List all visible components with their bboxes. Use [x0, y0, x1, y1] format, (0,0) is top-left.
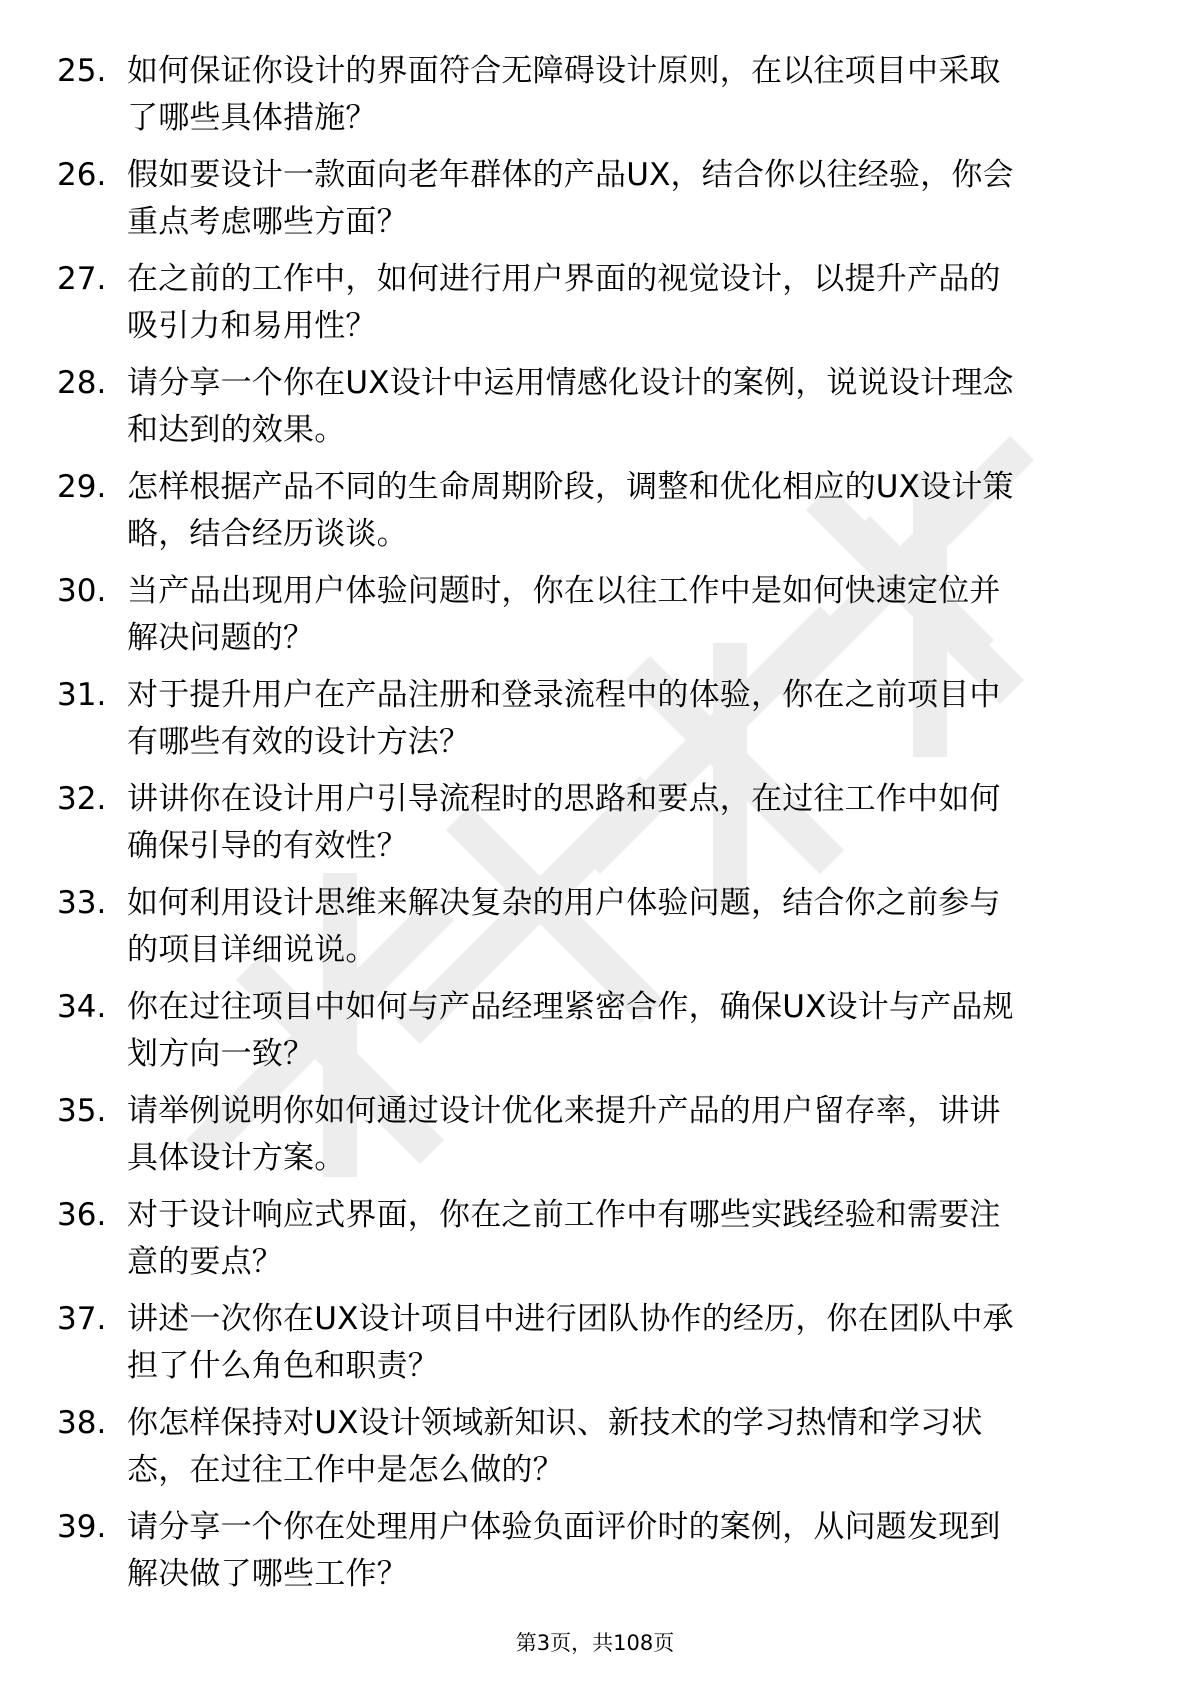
question-number: 27. — [57, 261, 107, 297]
question-number: 36. — [57, 1197, 107, 1233]
question-number: 38. — [57, 1405, 107, 1441]
question-number: 32. — [57, 781, 107, 817]
question-text: 请分享一个你在UX设计中运用情感化设计的案例，说说设计理念 和达到的效果。 — [127, 365, 1014, 448]
question-number: 34. — [57, 989, 107, 1025]
question-text: 假如要设计一款面向老年群体的产品UX，结合你以往经验，你会 重点考虑哪些方面？ — [127, 157, 1014, 240]
question-text: 怎样根据产品不同的生命周期阶段，调整和优化相应的UX设计策 略，结合经历谈谈。 — [127, 469, 1014, 552]
list-item — [57, 672, 1137, 776]
list-item — [57, 880, 1137, 984]
list-item — [57, 360, 1137, 464]
question-number: 30. — [57, 573, 107, 609]
question-number: 29. — [57, 469, 107, 505]
list-item — [57, 1504, 1137, 1608]
question-number: 35. — [57, 1093, 107, 1129]
question-number: 39. — [57, 1509, 107, 1545]
list-item — [57, 1296, 1137, 1400]
question-text: 请分享一个你在处理用户体验负面评价时的案例，从问题发现到 解决做了哪些工作？ — [127, 1509, 1001, 1592]
question-number: 26. — [57, 157, 107, 193]
list-item — [57, 984, 1137, 1088]
list-item — [57, 568, 1137, 672]
question-text: 对于设计响应式界面，你在之前工作中有哪些实践经验和需要注 意的要点？ — [127, 1197, 1001, 1280]
page-number: 第3页，共108页 — [515, 1631, 675, 1655]
list-item — [57, 464, 1137, 568]
question-text: 讲述一次你在UX设计项目中进行团队协作的经历，你在团队中承 担了什么角色和职责？ — [127, 1301, 1014, 1384]
question-text: 如何保证你设计的界面符合无障碍设计原则，在以往项目中采取 了哪些具体措施？ — [127, 53, 1001, 136]
question-text: 如何利用设计思维来解决复杂的用户体验问题，结合你之前参与 的项目详细说说。 — [127, 885, 1001, 968]
question-list — [57, 48, 1137, 1608]
question-text: 当产品出现用户体验问题时，你在以往工作中是如何快速定位并 解决问题的？ — [127, 573, 1001, 656]
question-text: 请举例说明你如何通过设计优化来提升产品的用户留存率，讲讲 具体设计方案。 — [127, 1093, 1001, 1176]
question-text: 你在过往项目中如何与产品经理紧密合作，确保UX设计与产品规 划方向一致？ — [127, 989, 1014, 1072]
list-item — [57, 1400, 1137, 1504]
question-number: 33. — [57, 885, 107, 921]
question-text: 对于提升用户在产品注册和登录流程中的体验，你在之前项目中 有哪些有效的设计方法？ — [127, 677, 1001, 760]
question-text: 讲讲你在设计用户引导流程时的思路和要点，在过往工作中如何 确保引导的有效性？ — [127, 781, 1001, 864]
list-item — [57, 1088, 1137, 1192]
list-item — [57, 152, 1137, 256]
question-number: 28. — [57, 365, 107, 401]
question-number: 25. — [57, 53, 107, 89]
list-item — [57, 776, 1137, 880]
question-text: 你怎样保持对UX设计领域新知识、新技术的学习热情和学习状 态，在过往工作中是怎么做的？ — [127, 1405, 983, 1488]
list-item — [57, 1192, 1137, 1296]
list-item — [57, 48, 1137, 152]
list-item — [57, 256, 1137, 360]
question-number: 37. — [57, 1301, 107, 1337]
question-text: 在之前的工作中，如何进行用户界面的视觉设计，以提升产品的 吸引力和易用性？ — [127, 261, 1001, 344]
question-number: 31. — [57, 677, 107, 713]
page-footer — [0, 1628, 1190, 1658]
